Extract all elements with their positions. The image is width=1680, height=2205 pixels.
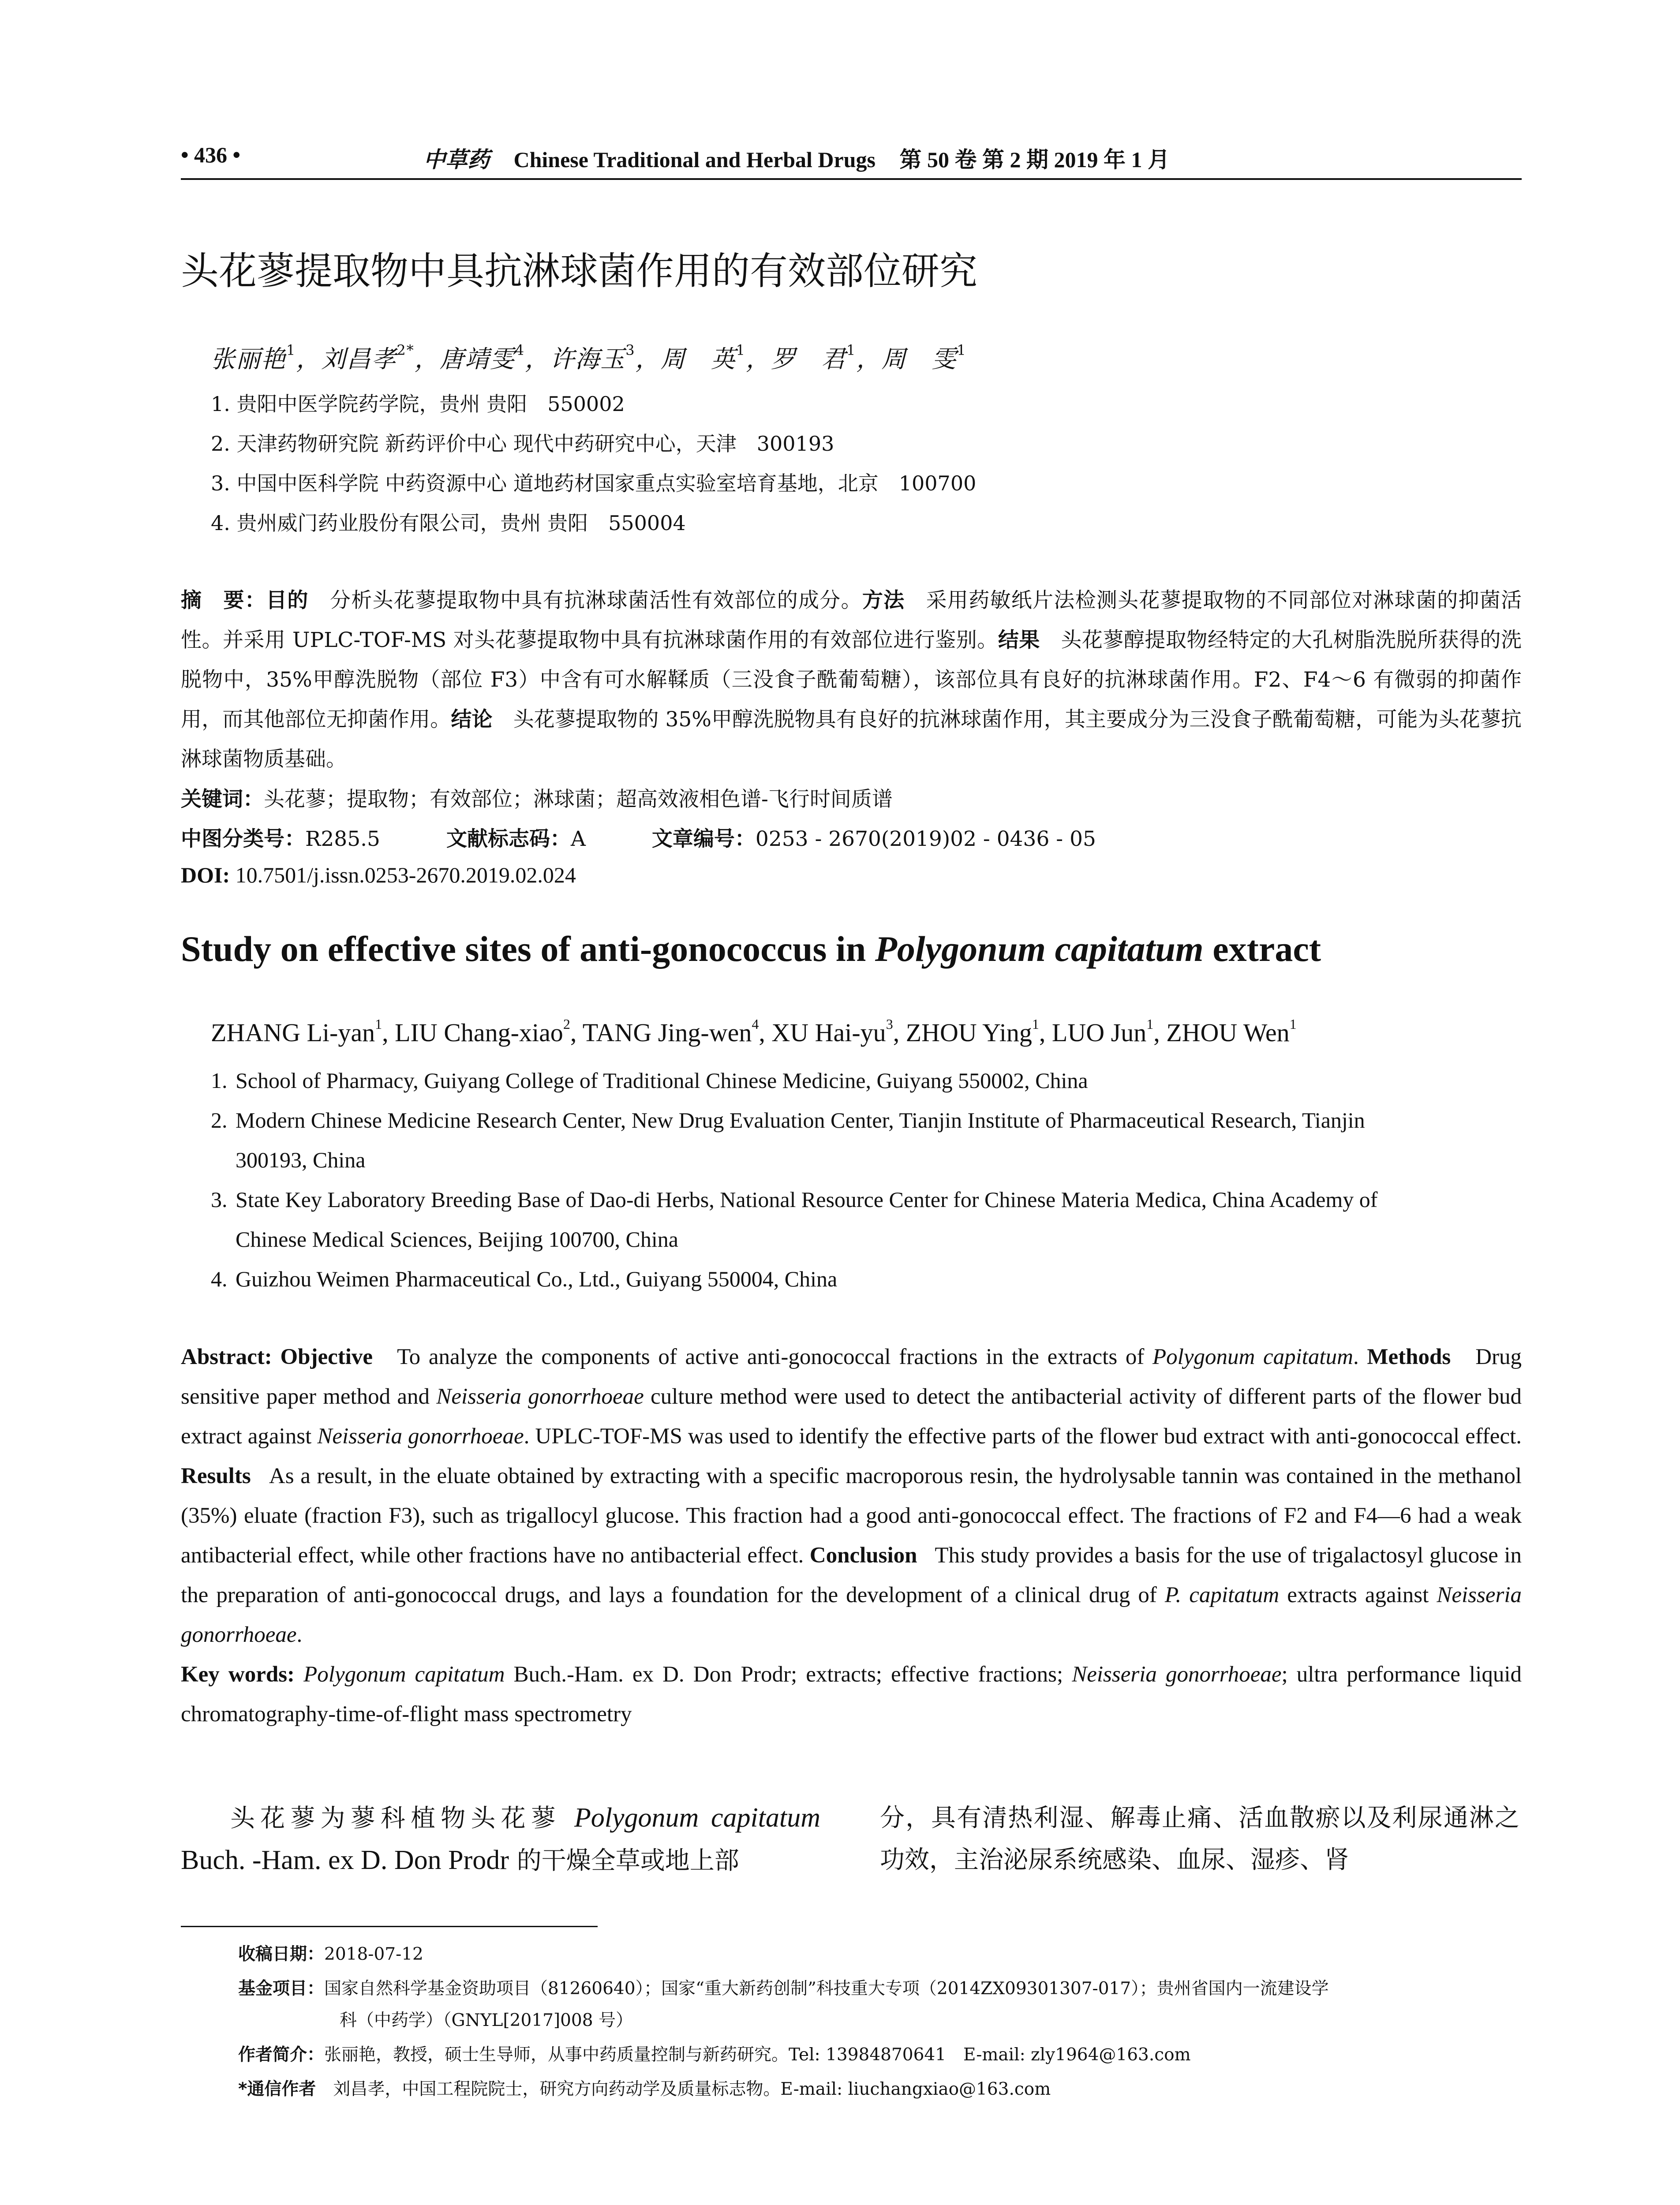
keywords-en-label: Key words: xyxy=(181,1662,295,1687)
cn-author-name: 许海玉 xyxy=(550,345,626,373)
en-author-affiliation-mark: 1 xyxy=(1289,1016,1297,1032)
footnote-author xyxy=(238,2041,1191,2066)
journal-header xyxy=(423,142,1170,174)
affiliation-en-4-text: Guizhou Weimen Pharmaceutical Co., Ltd., Guiyang 550004, China xyxy=(236,1267,838,1291)
body-left-column xyxy=(181,1797,820,1882)
results-cn-text: 头花蓼醇提取物经特定的大孔树脂洗脱所获得的洗脱物中，35%甲醇洗脱物（部位 F3）中含有可水解鞣质（三没食子酰葡萄糖），该部位具有良好的抗淋球菌作用。F2、F4～6 有微弱的抑菌作用，而其他部位无抑菌作用。 xyxy=(181,628,1522,732)
affiliation-en-3-text: State Key Laboratory Breeding Base of Dao-di Herbs, National Resource Center for Chinese Materia Medica, China Academy of xyxy=(236,1187,1378,1212)
methods-cn-label: 方法 xyxy=(862,588,905,613)
conclusion-en-species-1: P. capitatum xyxy=(1164,1583,1280,1607)
abstract-en xyxy=(181,1337,1522,1734)
cn-author-name: 张丽艳 xyxy=(211,345,287,373)
en-author-name: LUO Jun xyxy=(1051,1018,1147,1047)
results-cn-label: 结果 xyxy=(998,628,1040,652)
en-author-name: ZHANG Li-yan xyxy=(211,1018,375,1047)
doc-code-value: A xyxy=(570,827,586,851)
doi-line xyxy=(181,862,576,888)
results-en-label: Results xyxy=(181,1464,251,1488)
authors-cn: 张丽艳$^1$，刘昌孝$^{2*}$，唐靖雯$^4$，许海玉$^3$，周 英$^1$，罗 君$^1$，周 雯$^1$ xyxy=(211,342,967,373)
cn-author-name: 唐靖雯 xyxy=(439,345,515,373)
cn-author-name: 刘昌孝 xyxy=(321,345,397,373)
en-author-affiliation-mark: 3 xyxy=(886,1016,893,1032)
body-left-authority: Buch. -Ham. ex D. Don Prodr xyxy=(181,1845,509,1875)
journal-cn-logo: 中草药 xyxy=(423,147,490,172)
affiliation-en-4 xyxy=(211,1259,1523,1299)
keywords-en-text: Buch.-Ham. ex D. Don Prodr; extracts; effective fractions; xyxy=(505,1662,1072,1687)
methods-en-text-3: . UPLC-TOF-MS was used to identify the effective parts of the flower bud extract with anti-gonococcal effect. xyxy=(524,1424,1522,1449)
affiliation-en-2-text: Modern Chinese Medicine Research Center, New Drug Evaluation Center, Tianjin Institute of Pharmaceutical Research, Tianjin xyxy=(236,1108,1365,1132)
en-author-affiliation-mark: 1 xyxy=(375,1016,382,1032)
results-en-text: As a result, in the eluate obtained by extracting with a specific macroporous resin, the hydrolysable tannin was contained in the methanol (35%) eluate (fraction F3), such as trigallocyl glucose. This fraction had a good anti-gonococcal effect. The fractions of F2 and F4—6 had a weak antibacterial effect, while other fractions have no antibacterial effect. xyxy=(181,1464,1522,1568)
footnote-fund-cont: 科（中药学）（GNYL[2017]008 号） xyxy=(340,2011,633,2030)
cn-author-name: 周 英 xyxy=(660,345,736,373)
classification-line xyxy=(181,822,1096,852)
keywords-en-species: Polygonum capitatum xyxy=(303,1662,505,1687)
cn-author-affiliation-mark: 1 xyxy=(736,342,746,359)
affiliation-en-2 xyxy=(211,1100,1523,1180)
keywords-cn xyxy=(181,783,893,812)
title-en-part2: extract xyxy=(1203,929,1321,969)
conclusion-en-end: . xyxy=(296,1622,303,1647)
cn-author-affiliation-mark: 1 xyxy=(846,342,857,359)
affiliation-en-4-num: 4. xyxy=(211,1267,228,1291)
methods-en-text: Drug sensitive paper method and xyxy=(181,1345,1522,1409)
footnote-rule xyxy=(181,1926,598,1927)
affiliation-cn-3: 3. 中国中医科学院 中药资源中心 道地药材国家重点实验室培育基地，北京 100700 xyxy=(211,471,977,495)
keywords-en-text-2: ; ultra performance liquid chromatography-time-of-flight mass spectrometry xyxy=(181,1662,1522,1727)
affiliation-en-3-num: 3. xyxy=(211,1187,228,1212)
clc-label: 中图分类号： xyxy=(181,827,305,851)
keywords-en-species-2: Neisseria gonorrhoeae xyxy=(1072,1662,1282,1687)
en-author-name: ZHOU Ying xyxy=(905,1018,1032,1047)
affiliation-cn-4: 4. 贵州威门药业股份有限公司，贵州 贵阳 550004 xyxy=(211,511,686,535)
footnote-corresponding xyxy=(238,2075,1051,2100)
en-author-affiliation-mark: 1 xyxy=(1032,1016,1039,1032)
objective-en-text: To analyze the components of active anti-gonococcal fractions in the extracts of xyxy=(397,1345,1152,1369)
cn-author-name: 周 雯 xyxy=(881,345,957,373)
page-number: • 436 • xyxy=(181,142,241,167)
footnote-fund xyxy=(238,1975,1329,1999)
conclusion-cn-label: 结论 xyxy=(451,707,493,732)
en-author-name: TANG Jing-wen xyxy=(582,1018,752,1047)
title-en-species: Polygonum capitatum xyxy=(875,929,1204,969)
en-author-name: LIU Chang-xiao xyxy=(395,1018,563,1047)
title-en-part1: Study on effective sites of anti-gonococcus in xyxy=(181,929,875,969)
authors-en: ZHANG Li-yan$^1$, LIU Chang-xiao$^2$, TANG Jing-wen$^4$, XU Hai-$yu^3$, ZHOU Ying$^1$, LUO Jun$^1$, ZHOU Wen$^1$ xyxy=(211,1016,1297,1047)
methods-en-label: Methods xyxy=(1367,1345,1451,1369)
objective-en-end: . xyxy=(1353,1345,1359,1369)
methods-cn-text: 采用药敏纸片法检测头花蓼提取物的不同部位对淋球菌的抑菌活性。并采用 UPLC-TOF-MS 对头花蓼提取物中具有抗淋球菌作用的有效部位进行鉴别。 xyxy=(181,588,1522,652)
received-label: 收稿日期： xyxy=(238,1944,325,1964)
cn-author-affiliation-mark: 1 xyxy=(957,342,967,359)
author-bio-label: 作者简介： xyxy=(238,2045,325,2065)
affiliation-en-1 xyxy=(211,1061,1523,1100)
abstract-cn-label: 摘 要： xyxy=(181,588,266,613)
affiliation-en-3 xyxy=(211,1180,1523,1259)
body-left-text: 头花蓼为蓼科植物头花蓼 xyxy=(230,1804,574,1833)
en-author-affiliation-mark: 4 xyxy=(752,1016,759,1032)
methods-en-species-2: Neisseria gonorrhoeae xyxy=(317,1424,524,1449)
body-right-column: 分，具有清热利湿、解毒止痛、活血散瘀以及利尿通淋之功效，主治泌尿系统感染、血尿、湿疹、肾 xyxy=(880,1804,1519,1874)
title-en xyxy=(181,928,1321,970)
en-author-name: ZHOU Wen xyxy=(1166,1018,1290,1047)
cn-author-affiliation-mark: 3 xyxy=(625,342,636,359)
cn-author-affiliation-mark: 1 xyxy=(286,342,296,359)
author-bio-text: 张丽艳，教授，硕士生导师，从事中药质量控制与新药研究。Tel: 13984870641 E-mail: zly1964@163.com xyxy=(324,2045,1191,2065)
clc-value: R285.5 xyxy=(305,827,380,851)
objective-en-species: Polygonum capitatum xyxy=(1152,1345,1353,1369)
fund-label: 基金项目： xyxy=(238,1979,325,1999)
en-author-affiliation-mark: 2 xyxy=(563,1016,570,1032)
article-no-value: 0253 - 2670(2019)02 - 0436 - 05 xyxy=(755,827,1096,851)
en-author-name: XU Hai-yu xyxy=(771,1018,886,1047)
body-left-species: Polygonum capitatum xyxy=(574,1803,820,1833)
affiliation-en-1-num: 1. xyxy=(211,1068,228,1093)
cn-author-affiliation-mark: 4 xyxy=(515,342,525,359)
corresponding-label: *通信作者 xyxy=(238,2079,316,2099)
cn-author-name: 罗 君 xyxy=(771,345,846,373)
fund-text: 国家自然科学基金资助项目（81260640）；国家“重大新药创制”科技重大专项（2014ZX09301307-017）；贵州省国内一流建设学 xyxy=(324,1979,1329,1999)
header-rule xyxy=(181,178,1522,180)
keywords-cn-label: 关键词： xyxy=(181,787,264,811)
affiliation-cn-2: 2. 天津药物研究院 新药评价中心 现代中药研究中心，天津 300193 xyxy=(211,432,834,456)
doi-label: DOI: xyxy=(181,863,230,887)
corresponding-text: 刘昌孝，中国工程院院士，研究方向药动学及质量标志物。E-mail: liuchangxiao@163.com xyxy=(316,2079,1051,2099)
conclusion-en-text: This study provides a basis for the use of trigalactosyl glucose in the preparation of anti-gonococcal drugs, and lays a foundation for the development of a clinical drug of xyxy=(181,1543,1522,1607)
conclusion-en-species-2: Neisseria gonorrhoeae xyxy=(181,1583,1522,1647)
keywords-cn-text: 头花蓼；提取物；有效部位；淋球菌；超高效液相色谱-飞行时间质谱 xyxy=(264,787,893,811)
title-cn: 头花蓼提取物中具抗淋球菌作用的有效部位研究 xyxy=(181,249,977,293)
affiliation-en-2-cont: 300193, China xyxy=(236,1147,366,1172)
doc-code-label: 文献标志码： xyxy=(446,827,571,851)
article-no-label: 文章编号： xyxy=(651,827,756,851)
running-header xyxy=(181,142,1522,173)
abstract-cn xyxy=(181,581,1522,779)
en-author-affiliation-mark: 1 xyxy=(1146,1016,1154,1032)
affiliation-en-1-text: School of Pharmacy, Guiyang College of Traditional Chinese Medicine, Guiyang 550002, China xyxy=(236,1068,1088,1093)
footnote-received xyxy=(238,1940,423,1965)
objective-en-label: Objective xyxy=(280,1345,373,1369)
abstract-en-label: Abstract: xyxy=(181,1345,272,1369)
body-left-text-2: 的干燥全草或地上部 xyxy=(509,1846,739,1875)
journal-en-name: Chinese Traditional and Herbal Drugs xyxy=(513,147,876,172)
objective-cn-text: 分析头花蓼提取物中具有抗淋球菌活性有效部位的成分。 xyxy=(308,588,862,613)
affiliation-en-2-num: 2. xyxy=(211,1108,228,1132)
journal-issue: 第 50 卷 第 2 期 2019 年 1 月 xyxy=(899,147,1170,172)
affiliation-cn-1: 1. 贵阳中医学院药学院，贵州 贵阳 550002 xyxy=(211,392,625,416)
conclusion-en-text-2: extracts against xyxy=(1279,1583,1437,1607)
methods-en-species-1: Neisseria gonorrhoeae xyxy=(436,1384,644,1409)
cn-author-affiliation-mark: 2* xyxy=(397,342,415,359)
received-date: 2018-07-12 xyxy=(324,1944,423,1964)
methods-en-text-2: culture method were used to detect the antibacterial activity of different parts of the flower bud extract against xyxy=(181,1384,1522,1449)
conclusion-en-label: Conclusion xyxy=(809,1543,917,1568)
objective-cn-label: 目的 xyxy=(266,588,309,613)
conclusion-cn-text: 头花蓼提取物的 35%甲醇洗脱物具有良好的抗淋球菌作用，其主要成分为三没食子酰葡萄糖，可能为头花蓼抗淋球菌物质基础。 xyxy=(181,707,1522,771)
affiliation-en-3-cont: Chinese Medical Sciences, Beijing 100700, China xyxy=(236,1227,678,1252)
doi-value[interactable]: 10.7501/j.issn.0253-2670.2019.02.024 xyxy=(235,863,576,887)
